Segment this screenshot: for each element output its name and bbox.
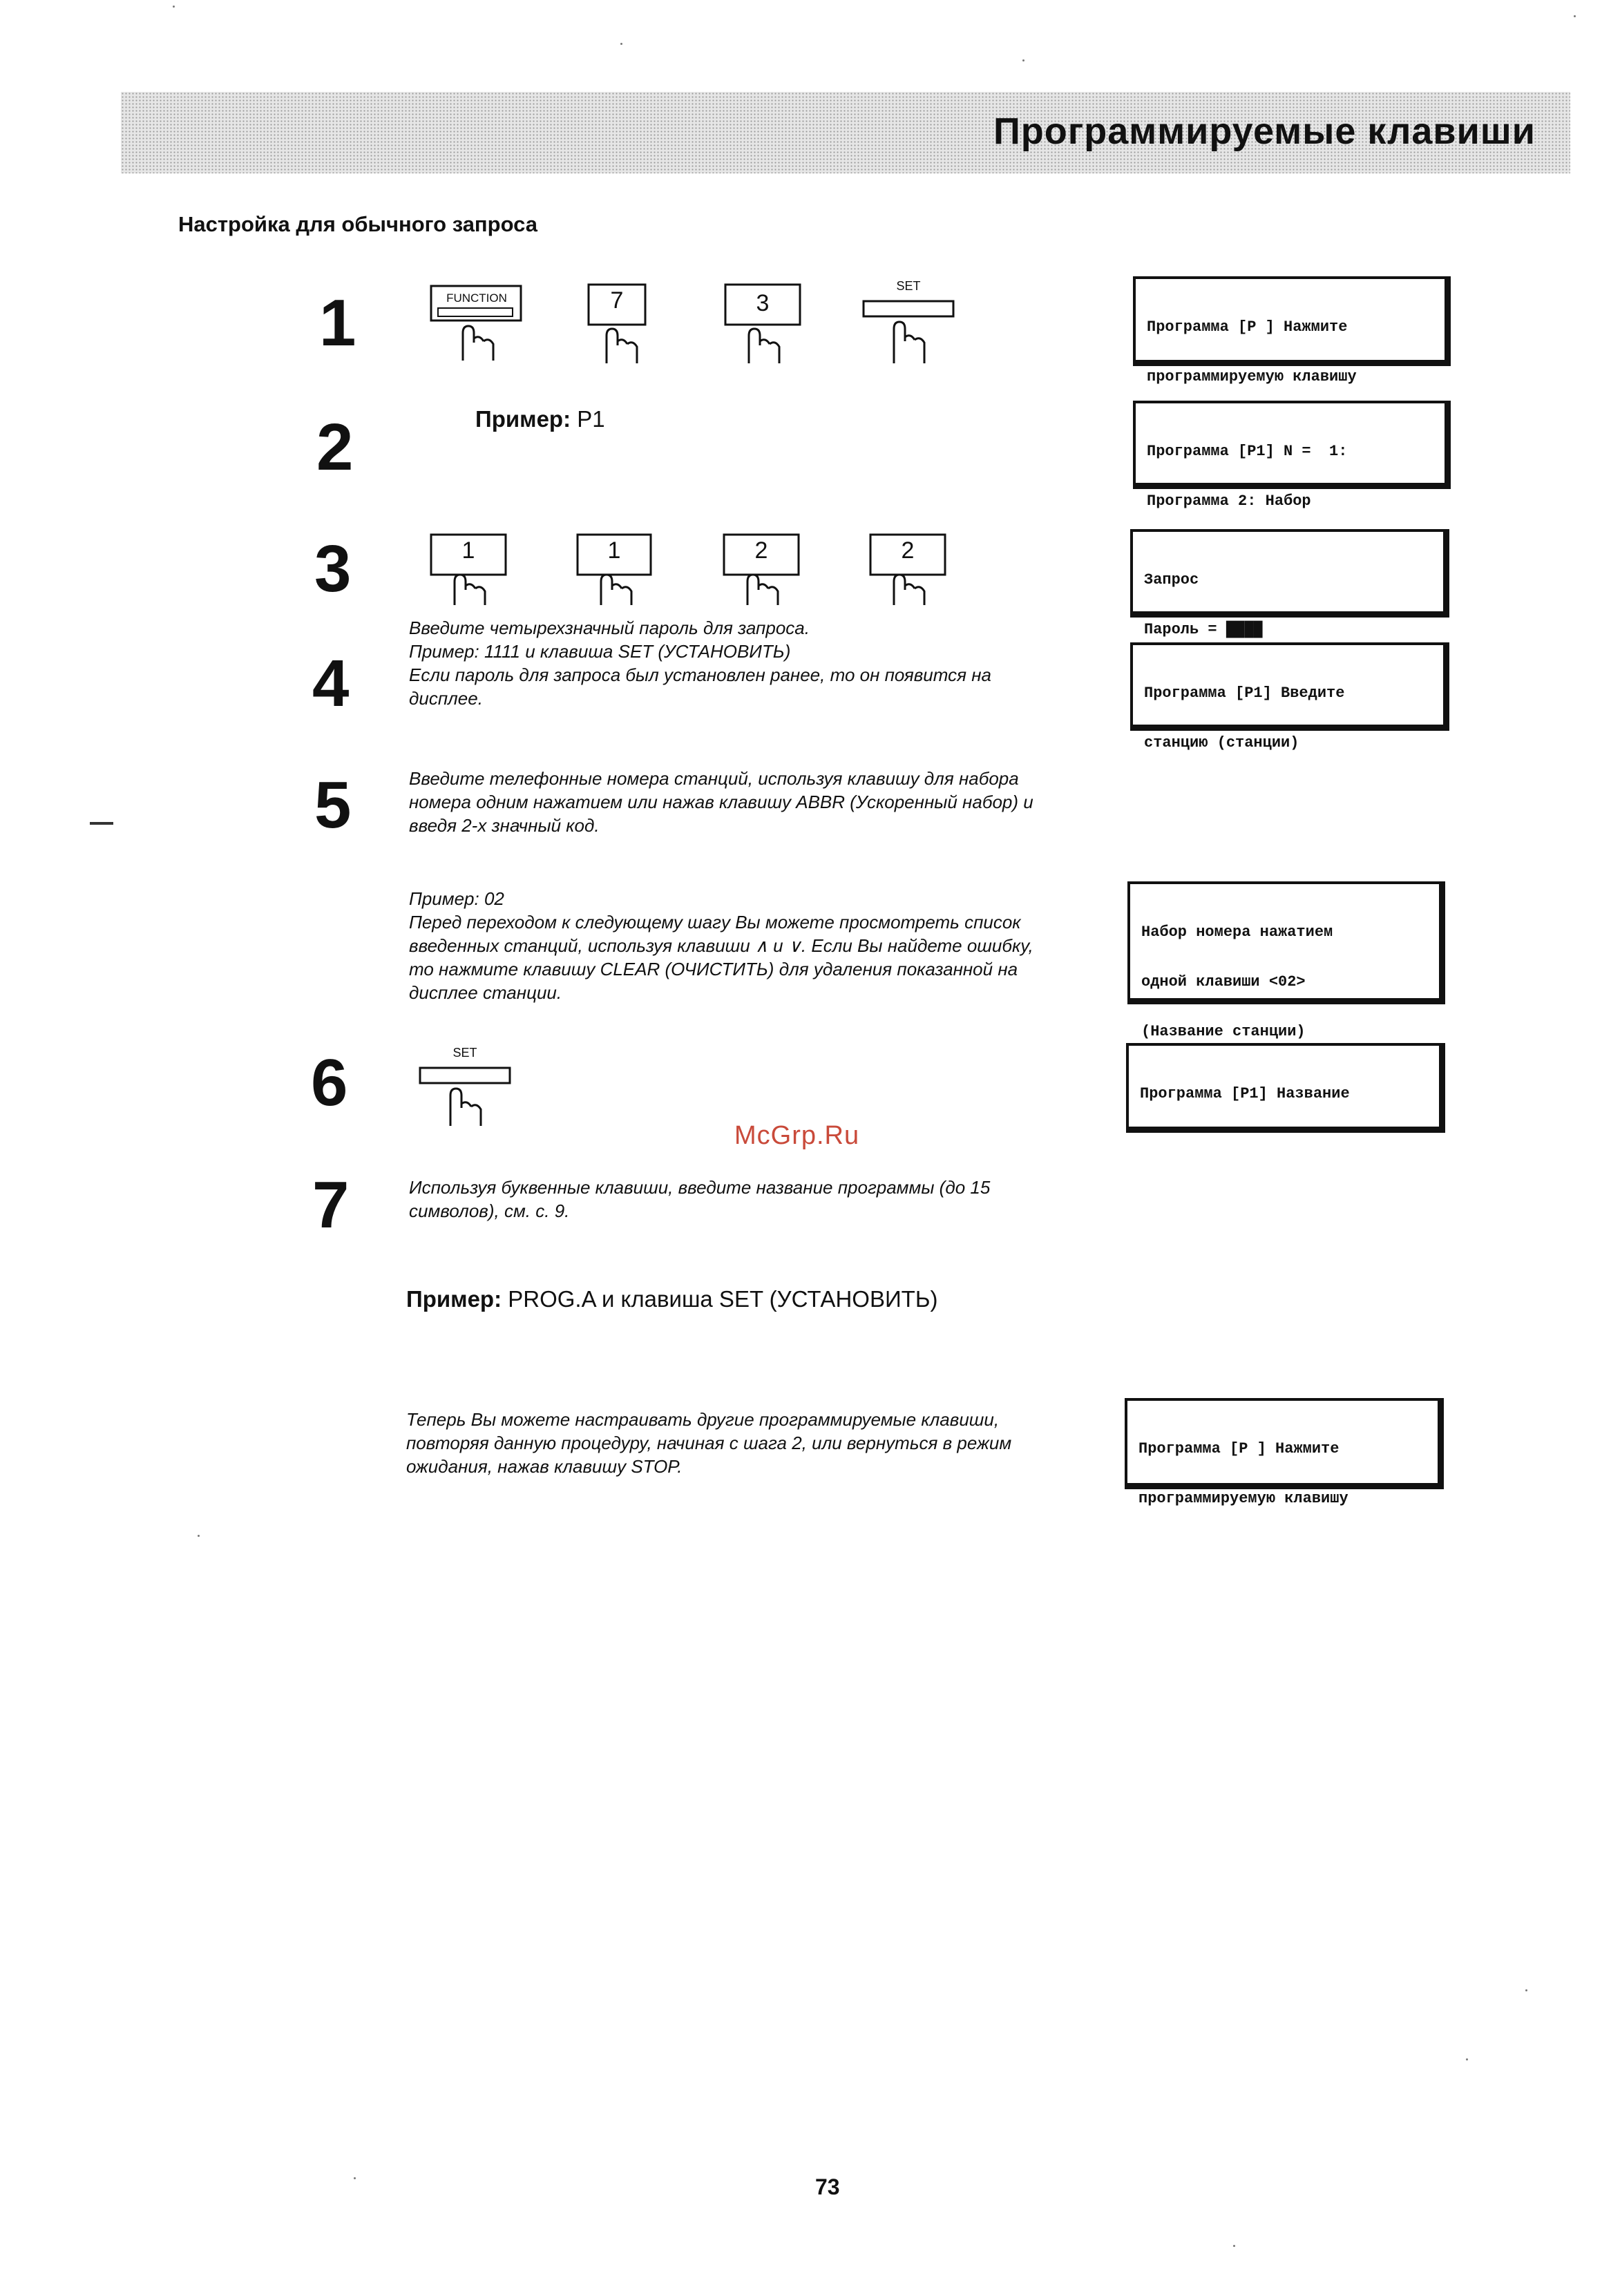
scan-speck — [198, 1535, 200, 1537]
digit-key-2[interactable] — [869, 532, 946, 606]
example-label: Пример: — [475, 406, 571, 432]
key-label: 2 — [754, 537, 768, 564]
set-key[interactable] — [419, 1046, 511, 1129]
key-label: 3 — [756, 290, 770, 316]
scan-speck — [1233, 2245, 1235, 2247]
key-label: 1 — [461, 537, 475, 564]
lcd-display-final: Программа [P ] Нажмите программируемую клавишу — [1125, 1398, 1444, 1489]
page-title: Программируемые клавиши — [993, 111, 1536, 152]
step7-example — [406, 1286, 937, 1312]
example-value: PROG.A и клавиша SET (УСТАНОВИТЬ) — [508, 1286, 938, 1312]
scan-speck — [1466, 2058, 1468, 2060]
hand-press-icon — [419, 1050, 511, 1129]
key-label: 7 — [610, 287, 624, 314]
step-number-6: 6 — [311, 1046, 348, 1120]
digit-key-2[interactable] — [723, 532, 800, 606]
scan-speck — [1022, 59, 1024, 61]
step5-example: Пример: 02 Перед переходом к следующему шагу Вы можете просмотреть список введенных станций, используя клавиши ∧ и ∨. Если Вы найдете ошибку, то нажмите клавишу CLEAR (ОЧИСТИТЬ) для удаления показанной на дисплее станции. — [409, 888, 1033, 1003]
scan-speck — [1525, 1989, 1527, 1991]
scan-speck — [173, 6, 175, 8]
closing-text: Теперь Вы можете настраивать другие программируемые клавиши, повторяя данную процедуру, начиная с шага 2, или вернуться в режим ожидания, нажав клавишу STOP. — [406, 1409, 1012, 1477]
lcd-display-step2: Программа [P1] N = 1: Программа 2: Набор — [1133, 401, 1451, 489]
scan-speck — [620, 43, 622, 45]
key-label: SET — [896, 279, 921, 293]
step-number-2: 2 — [316, 410, 354, 484]
digit-key-1[interactable] — [576, 532, 652, 606]
scan-mark — [90, 822, 113, 825]
step5-description: Введите телефонные номера станций, используя клавишу для набора номера одним нажатием или нажав клавишу ABBR (Ускоренный набор) и введя 2-х значный код. — [409, 768, 1033, 836]
step4-description: Введите четырехзначный пароль для запроса. Пример: 1111 и клавиша SET (УСТАНОВИТЬ) Если пароль для запроса был установлен ранее, то он появится на дисплее. — [409, 618, 991, 709]
digit-key-1[interactable] — [430, 532, 507, 606]
lcd-display-step6: Программа [P1] Название — [1126, 1043, 1445, 1133]
section-title: Настройка для обычного запроса — [178, 212, 537, 236]
set-key[interactable] — [862, 279, 955, 366]
lcd-display-step1: Программа [P ] Нажмите программируемую клавишу — [1133, 276, 1451, 366]
step-number-1: 1 — [319, 286, 356, 360]
hand-press-icon — [862, 283, 955, 366]
watermark: McGrp.Ru — [734, 1121, 860, 1150]
step7-description: Используя буквенные клавиши, введите название программы (до 15 символов), см. с. 9. — [409, 1177, 991, 1221]
example-label: Пример: — [406, 1286, 502, 1312]
page-number: 73 — [815, 2174, 840, 2199]
digit-key-3[interactable] — [724, 282, 801, 366]
step-number-4: 4 — [312, 647, 350, 720]
key-label: 2 — [901, 537, 915, 564]
scan-speck — [354, 2177, 356, 2179]
key-label: 1 — [607, 537, 621, 564]
lcd-display-step3: Запрос Пароль = ████ — [1130, 529, 1449, 618]
key-label: SET — [452, 1046, 477, 1060]
step2-example — [475, 406, 605, 432]
step-number-5: 5 — [314, 768, 352, 842]
key-label: FUNCTION — [446, 291, 507, 305]
lcd-display-step4: Программа [P1] Введите станцию (станции) — [1130, 642, 1449, 731]
function-key[interactable] — [430, 283, 524, 366]
step-number-3: 3 — [314, 532, 352, 606]
example-value: P1 — [577, 406, 605, 432]
lcd-display-step5: Набор номера нажатием одной клавиши <02> (Название станции) — [1127, 881, 1445, 1004]
step-number-7: 7 — [312, 1168, 350, 1242]
header-band — [121, 92, 1570, 173]
scan-speck — [1574, 15, 1576, 17]
digit-key-7[interactable] — [587, 282, 647, 366]
